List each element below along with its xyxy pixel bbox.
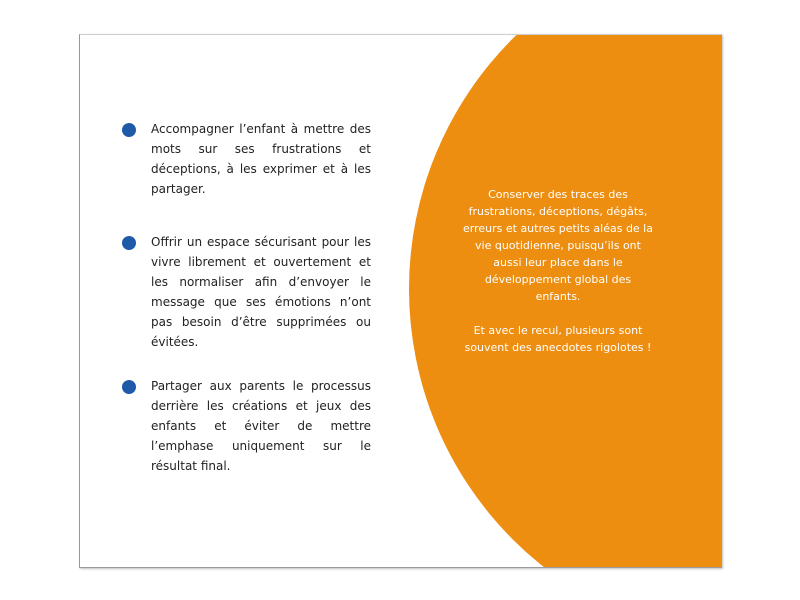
bullet-text: Accompagner l’enfant à mettre des mots sur ses frustrations et déceptions, à les exprimer et à les partager.: [151, 122, 371, 196]
bullet-text: Partager aux parents le processus derrière les créations et jeux des enfants et éviter de mettre l’emphase uniquement sur le résultat final.: [151, 379, 371, 473]
bullet-dot-icon: [122, 380, 136, 394]
bullet-dot-icon: [122, 123, 136, 137]
callout-paragraph: Conserver des traces des frustrations, déceptions, dégâts, erreurs et autres petits aléas de la vie quotidienne, puisqu’ils ont aussi leur place dans le développement global des enfants.: [463, 188, 653, 303]
bullet-dot-icon: [122, 236, 136, 250]
document-page: [79, 34, 722, 568]
callout-text: [463, 186, 653, 356]
bullet-list: [80, 35, 410, 567]
callout-paragraph: Et avec le recul, plusieurs sont souvent des anecdotes rigolotes !: [464, 324, 652, 354]
bullet-text: Offrir un espace sécurisant pour les vivre librement et ouvertement et les normaliser afin d’envoyer le message que ses émotions n’ont pas besoin d’être supprimées ou évitées.: [151, 235, 371, 349]
